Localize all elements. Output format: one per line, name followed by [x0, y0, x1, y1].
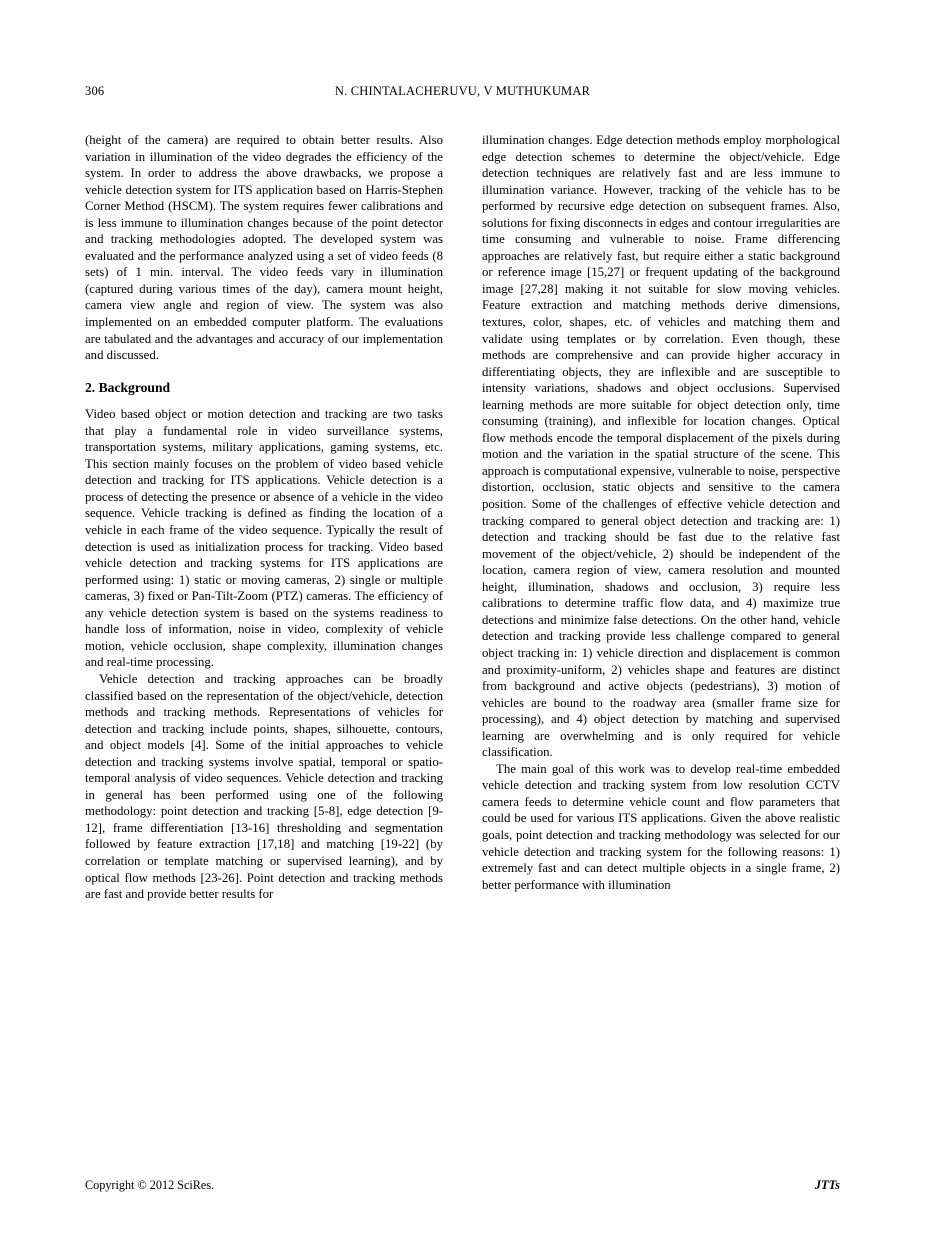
- right-column: [482, 132, 840, 1132]
- section-heading-background: 2. Background: [85, 379, 171, 395]
- paragraph: Vehicle detection and tracking approaches can be broadly classified based on the representation of the object/vehicle, detection methods and tracking methods. Representations of vehicles for detection and tracking include points, shapes, silhouette, contours, and object models [4]. Some of the initial approaches to vehicle detection and tracking systems involve spatial, temporal or spatio-temporal analysis of video sequences. Vehicle detection and tracking in general has been performed using one of the following methodology: point detection and tracking [5-8], edge detection [9-12], frame differentiation [13-16] thresholding and segmentation followed by feature extraction [17,18] and matching [19-22] (by correlation or template matching or supervised learning), and by optical flow methods [23-26]. Point detection and tracking methods are fast and provide better results for: [85, 671, 443, 902]
- journal-abbreviation: JTTs: [814, 1178, 840, 1192]
- paragraph: illumination changes. Edge detection methods employ morphological edge detection schemes to determine the object/vehicle. Edge detection techniques are relatively fast and are less immune to illumination variance. However, tracking of the vehicle has to be performed by recursive edge detection on subsequent frames. Also, solutions for fixing disconnects in edges and contour irregularities are time consuming and vulnerable to noise. Frame differencing approaches are relatively fast, but require either a static background or reference image [15,27] or frequent updating of the background image [27,28] making it not suitable for slow moving vehicles. Feature extraction and matching methods derive dimensions, textures, color, shapes, etc. of vehicles and matching them and validate using templates or by correlation. Even though, these methods are comprehensive and can provide higher accuracy in differentiating objects, they are inflexible and are susceptible to intensity variations, shadows and object occlusions. Supervised learning methods are more suitable for object detection only, time consuming (training), and inflexible for location changes. Optical flow methods encode the temporal displacement of the pixels during motion and the variation in the spatial structure of the scene. This approach is computational expensive, vulnerable to noise, perspective distortion, occlusion, static objects and sensitive to the camera position. Some of the challenges of effective vehicle detection and tracking compared to general object detection and tracking are: 1) detection and tracking should be fast due to the relative fast movement of the object/vehicle, 2) should be independent of the location, camera region of view, camera resolution and mounted height, illumination, shadows and occlusion, 3) require less calibrations to determine traffic flow data, and 4) maximize true detections and minimize false detections. On the other hand, vehicle detection and tracking provide less challenge compared to general object tracking in: 1) vehicle direction and displacement is common and proximity-uniform, 2) vehicles shape and features are distinct from background and active objects (pedestrians), 3) motion of vehicles are bound to the roadway area (smaller frame size for processing), and 4) object detection by matching and supervised learning are overwhelming and is only required for vehicle classification.: [482, 133, 840, 760]
- paragraph: The main goal of this work was to develop real-time embedded vehicle detection and tracking system from low resolution CCTV camera feeds to determine vehicle count and flow parameters that could be used for various ITS applications. Given the above realistic goals, point detection and tracking methodology was selected for our vehicle detection and tracking system for the following reasons: 1) extremely fast and can detect multiple objects in a single frame, 2) better performance with illumination: [482, 761, 840, 892]
- paragraph: (height of the camera) are required to obtain better results. Also variation in illumination of the video degrades the efficiency of the system. In order to address the above drawbacks, we propose a vehicle detection system for ITS application based on Harris-Stephen Corner Method (HSCM). The system requires fewer calibrations and is less immune to illumination changes because of the point detector and tracking methodologies adopted. The developed system was evaluated and the performance analyzed using a set of video feeds (8 sets) of 1 min. interval. The video feeds vary in illumination (captured during various times of the day), camera mount height, camera view angle and region of view. The system was also implemented on an embedded computer platform. The evaluations are tabulated and the advantages and accuracy of our implementation and discussed.: [85, 133, 443, 363]
- left-column: [85, 132, 443, 1132]
- copyright-notice: Copyright © 2012 SciRes.: [85, 1178, 215, 1192]
- two-column-body: [85, 132, 840, 1132]
- running-title: N. CHINTALACHERUVU, V MUTHUKUMAR: [334, 84, 591, 98]
- page-footer: [85, 1178, 840, 1196]
- running-head: [85, 84, 840, 100]
- paragraph: Video based object or motion detection and tracking are two tasks that play a fundamental role in video surveillance systems, transportation systems, military applications, gaming systems, etc. This section mainly focuses on the problem of video based vehicle detection and tracking for ITS applications. Vehicle detection is a process of detecting the presence or absence of a vehicle in the video sequence. Vehicle tracking is defined as finding the location of a vehicle in each frame of the video sequence. Typically the result of detection is used as initialization process for tracking. Video based vehicle detection and tracking systems for ITS applications are performed using: 1) static or moving cameras, 2) single or multiple cameras, 3) fixed or Pan-Tilt-Zoom (PTZ) cameras. The efficiency of any vehicle detection system is based on the systems readiness to handle loss of information, noise in video, complexity of vehicle motion, vehicle occlusion, shape complexity, illumination changes and real-time processing.: [85, 407, 443, 670]
- page-number: 306: [85, 84, 105, 98]
